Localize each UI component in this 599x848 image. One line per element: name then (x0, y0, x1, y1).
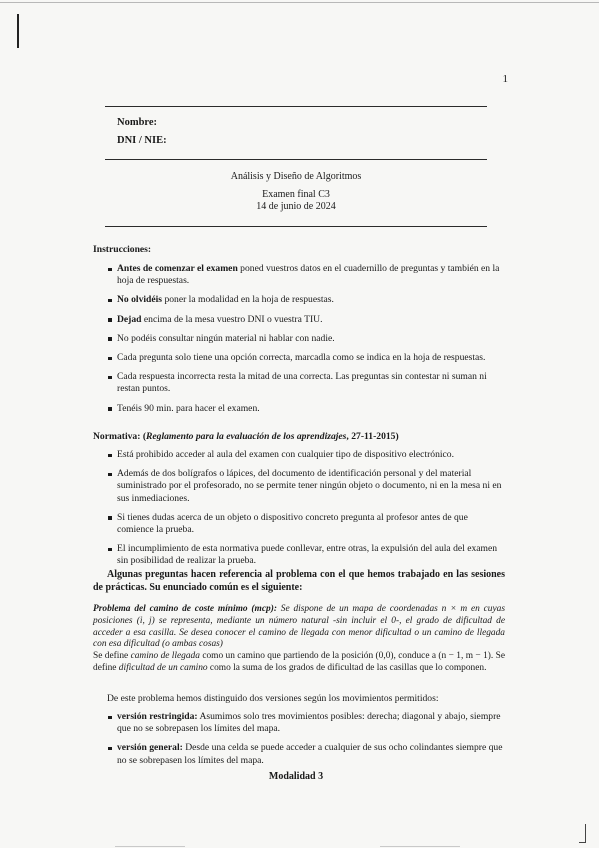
list-item: Antes de comenzar el examen poned vuestros datos en el cuadernillo de preguntas y también en la hoja de respuestas. (108, 263, 506, 287)
problem-intro: Algunas preguntas hacen referencia al problema con el que hemos trabajado en las sesiones de prácticas. Su enunciado común es el siguiente: (93, 569, 505, 593)
list-item: Tenéis 90 min. para hacer el examen. (108, 403, 506, 415)
crop-mark (579, 842, 586, 843)
list-item: Además de dos bolígrafos o lápices, del documento de identificación personal y del material suministrado por el profesorado, no se permite tener ningún objeto o documento, ni en la mesa ni en sus inmediaciones. (108, 468, 506, 505)
exam-title: Examen final C3 (262, 189, 330, 200)
versions-intro: De este problema hemos distinguido dos versiones según los movimientos permitidos: (107, 693, 439, 704)
page-number: 1 (502, 73, 508, 85)
course-title: Análisis y Diseño de Algoritmos (230, 171, 362, 182)
list-item: No olvidéis poner la modalidad en la hoja de respuestas. (108, 294, 506, 306)
crop-mark (585, 824, 586, 842)
list-item: No podéis consultar ningún material ni hablar con nadie. (108, 333, 506, 345)
regulation-heading: Normativa: (Reglamento para la evaluación de los aprendizajes, 27-11-2015) (93, 431, 399, 442)
name-label: Nombre: (117, 117, 158, 128)
problem-statement: Problema del camino de coste mínimo (mcp): Se dispone de un mapa de coordenadas n × m en cuyas posiciones (i, j) se representa, mediante un número natural -sin incluir el 0-, el grado de dificultad de acceder a esa casilla. Se desea conocer el camino de llegada con menor dificultad o un camino de llegada con esa dificultad (o ambas cosas) Se define camino de llegada como un camino que partiendo de la posición (0,0), conduce a (n − 1, m − 1). Se define dificultad de un camino como la suma de los grados de dificultad de las casillas que lo componen. (93, 604, 505, 673)
list-item: Cada pregunta solo tiene una opción correcta, marcadla como se indica en la hoja de respuestas. (108, 352, 506, 364)
header-top-rule (105, 106, 487, 107)
scan-top-edge (0, 2, 599, 3)
versions-list (108, 711, 506, 767)
list-item: El incumplimiento de esta normativa puede conllevar, entre otras, la expulsión del aula del examen sin posibilidad de realizar la prueba. (108, 543, 506, 567)
list-item: Si tienes dudas acerca de un objeto o dispositivo concreto pregunta al profesor antes de que comience la prueba. (108, 512, 506, 536)
list-item: Está prohibido acceder al aula del examen con cualquier tipo de dispositivo electrónico. (108, 449, 506, 461)
exam-date: 14 de junio de 2024 (256, 201, 336, 212)
scan-bottom-edge (115, 846, 185, 847)
instructions-heading: Instrucciones: (93, 244, 152, 255)
id-label: DNI / NIE: (117, 135, 167, 146)
list-item: versión restringida: Asumimos solo tres movimientos posibles: derecha; diagonal y abajo, siempre que no se sobrepasen los límites del mapa. (108, 711, 506, 735)
scan-margin-mark (17, 14, 19, 48)
header-bottom-rule (105, 159, 487, 160)
title-bottom-rule (105, 226, 487, 227)
list-item: Dejad encima de la mesa vuestro DNI o vuestra TIU. (108, 314, 506, 326)
list-item: versión general: Desde una celda se puede acceder a cualquier de sus ocho colindantes siempre que no se sobrepasen los límites del mapa. (108, 742, 506, 766)
modalidad-label: Modalidad 3 (268, 771, 324, 782)
list-item: Cada respuesta incorrecta resta la mitad de una correcta. Las preguntas sin contestar ni suman ni restan puntos. (108, 371, 506, 395)
scan-bottom-edge (380, 846, 460, 847)
regulation-list (108, 449, 506, 568)
instructions-list (108, 263, 506, 415)
